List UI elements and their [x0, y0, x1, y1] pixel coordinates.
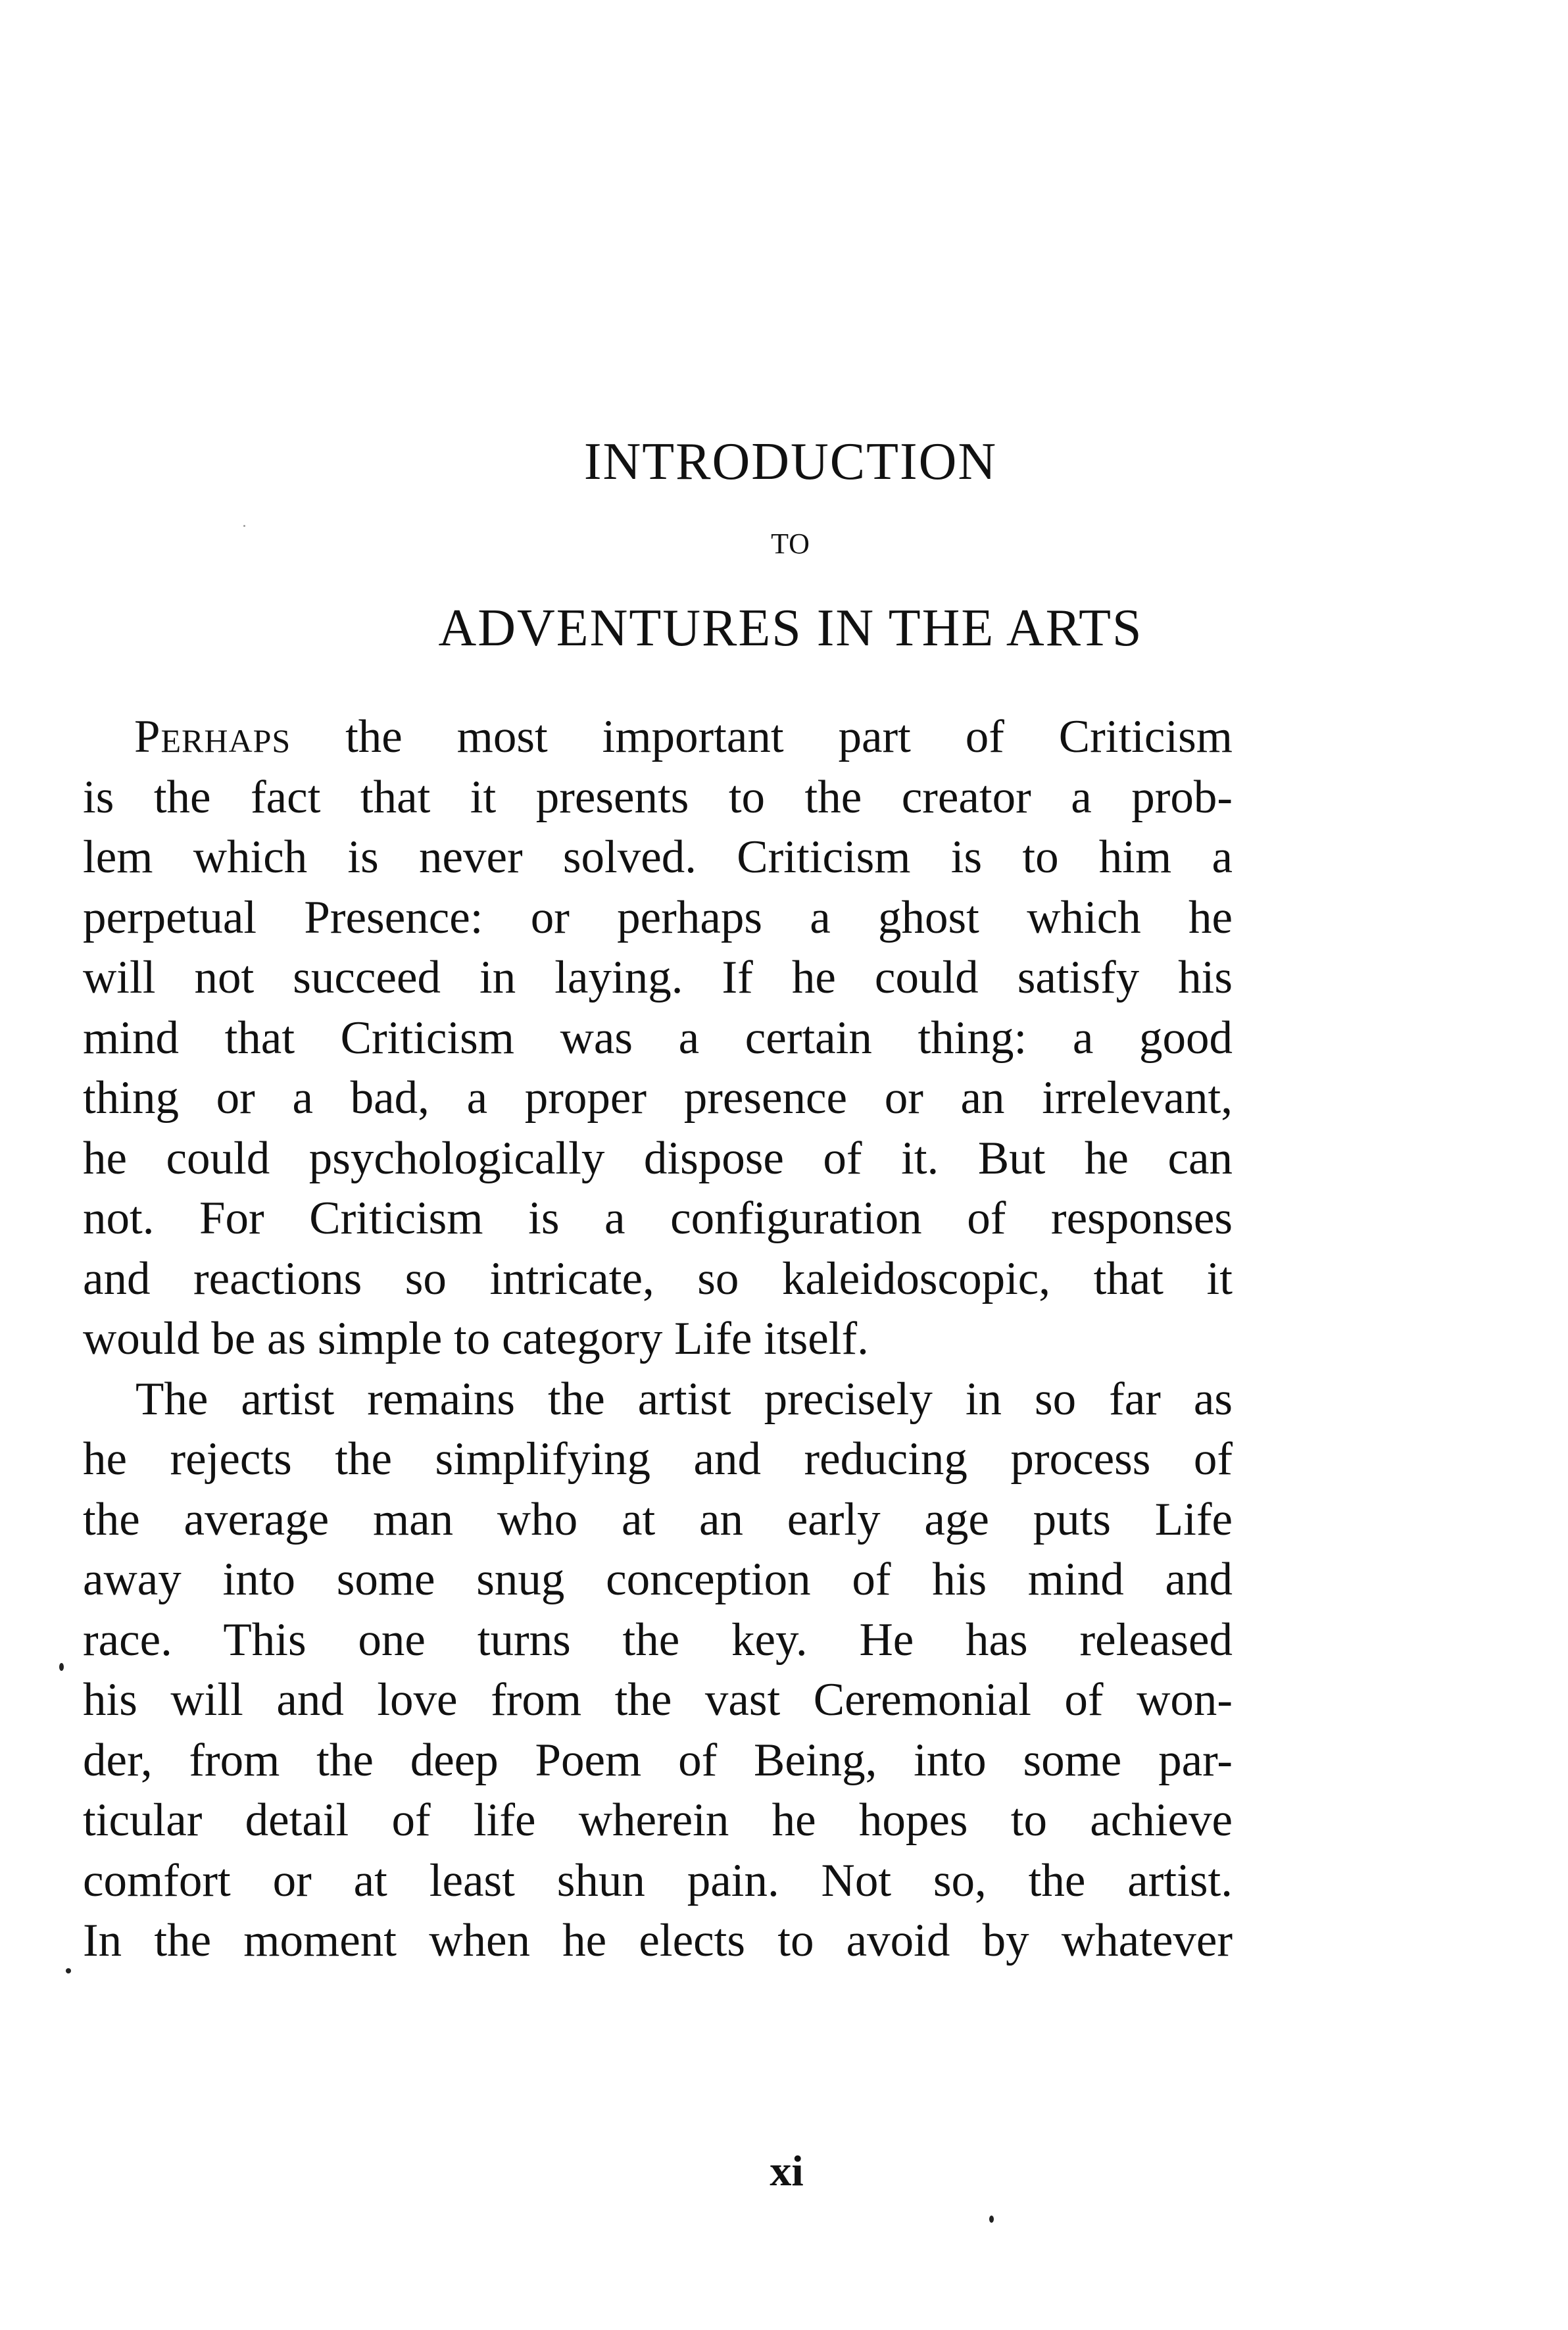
- text-line: comfort or at least shun pain. Not so, the artist.: [83, 1854, 1233, 1906]
- text-line: his will and love from the vast Ceremonial of won-: [83, 1674, 1233, 1725]
- text-line: he could psychologically dispose of it. But he can: [83, 1132, 1233, 1184]
- text-line-fragment: the most important part of Criticism: [291, 711, 1233, 762]
- text-line: would be as simple to category Life itself.: [83, 1313, 869, 1364]
- text-line: perpetual Presence: or perhaps a ghost which he: [83, 891, 1233, 943]
- ink-speck: [59, 1663, 64, 1671]
- text-line: thing or a bad, a proper presence or an irrelevant,: [83, 1072, 1233, 1124]
- opening-word: Perhaps: [134, 711, 291, 762]
- text-line: away into some snug conception of his mind and: [83, 1554, 1233, 1605]
- chapter-title: INTRODUCTION: [583, 433, 998, 491]
- ink-speck: [989, 2216, 994, 2223]
- text-line: [83, 707, 1233, 768]
- text-line: and reactions so intricate, so kaleidoscopic, that it: [83, 1252, 1233, 1304]
- page-number: xi: [770, 2147, 804, 2195]
- body-text: [83, 707, 1233, 1971]
- chapter-subtitle: ADVENTURES IN THE ARTS: [438, 599, 1143, 657]
- text-line: is the fact that it presents to the creator a prob-: [83, 771, 1233, 823]
- title-connector: TO: [771, 528, 810, 560]
- text-line: race. This one turns the key. He has released: [83, 1614, 1233, 1666]
- ink-speck: [243, 525, 245, 527]
- text-line: he rejects the simplifying and reducing process of: [83, 1433, 1233, 1485]
- text-line: The artist remains the artist precisely in so far as: [135, 1373, 1233, 1425]
- text-line: lem which is never solved. Criticism is to him a: [83, 831, 1233, 883]
- text-line: not. For Criticism is a configuration of responses: [83, 1193, 1233, 1244]
- text-line: In the moment when he elects to avoid by whatever: [83, 1915, 1233, 1966]
- text-line: will not succeed in laying. If he could satisfy his: [83, 952, 1233, 1003]
- text-line: the average man who at an early age puts Life: [83, 1493, 1233, 1545]
- text-line: der, from the deep Poem of Being, into some par-: [83, 1734, 1233, 1786]
- ink-speck: [66, 1968, 71, 1973]
- text-line: mind that Criticism was a certain thing: a good: [83, 1012, 1233, 1064]
- text-line: ticular detail of life wherein he hopes to achieve: [83, 1795, 1233, 1846]
